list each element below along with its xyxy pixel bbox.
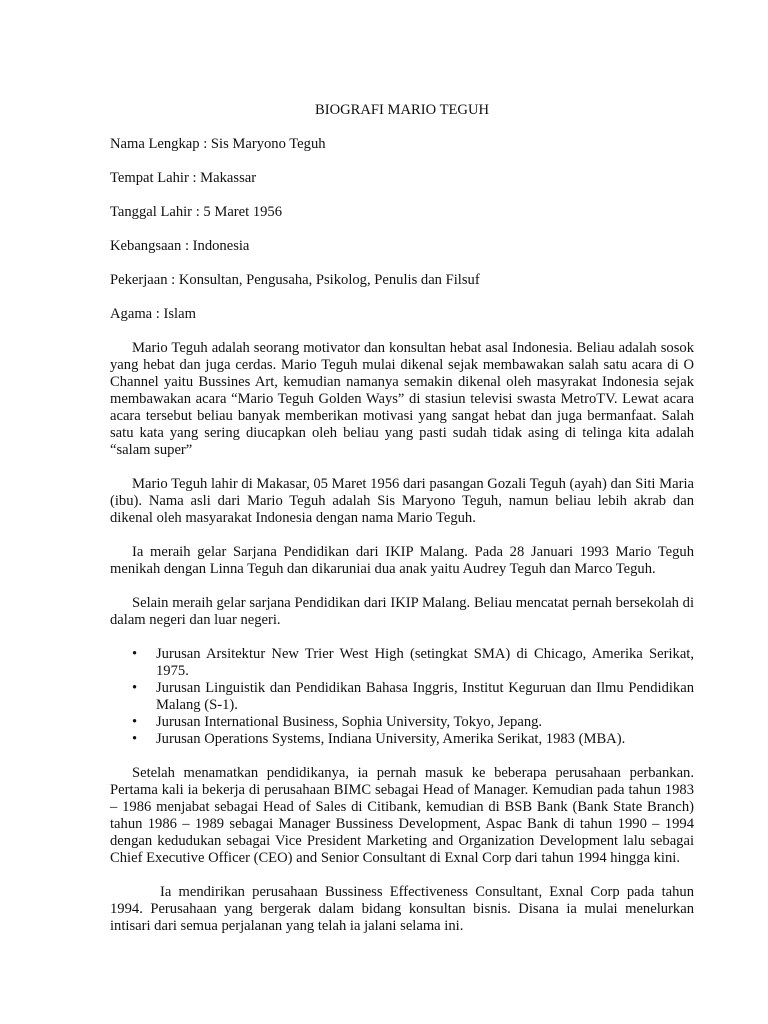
bullet-icon: •	[132, 714, 138, 730]
bullet-icon: •	[132, 680, 138, 696]
list-item	[110, 731, 694, 748]
education-item-text: Jurusan Operations Systems, Indiana University, Amerika Serikat, 1983 (MBA).	[156, 731, 626, 747]
education-item-text: Jurusan International Business, Sophia University, Tokyo, Jepang.	[156, 714, 543, 730]
field-religion: Agama : Islam	[110, 306, 196, 322]
field-occupation: Pekerjaan : Konsultan, Pengusaha, Psikolog, Penulis dan Filsuf	[110, 272, 480, 288]
education-list	[110, 646, 694, 748]
paragraph-career: Setelah menamatkan pendidikanya, ia pernah masuk ke beberapa perusahaan perbankan. Pertama kali ia bekerja di perusahaan BIMC sebagai Head of Manager. Kemudian pada tahun 1983 – 1986 menjabat sebagai Head of Sales di Citibank, kemudian di BSB Bank (Bank State Branch) tahun 1986 – 1989 sebagai Manager Bussiness Development, Aspac Bank di tahun 1990 – 1994 dengan kedudukan sebagai Vice President Marketing and Organization Development lalu sebagai Chief Executive Officer (CEO) and Senior Consultant di Exnal Corp dari tahun 1994 hingga kini.	[110, 765, 694, 866]
paragraph-company: Ia mendirikan perusahaan Bussiness Effectiveness Consultant, Exnal Corp pada tahun 1994. Perusahaan yang bergerak dalam bidang konsultan bisnis. Disana ia mulai menelurkan intisari dari semua perjalanan yang telah ia jalani selama ini.	[110, 884, 694, 934]
bullet-icon: •	[132, 646, 138, 662]
document-title: BIOGRAFI MARIO TEGUH	[314, 102, 490, 118]
field-nationality: Kebangsaan : Indonesia	[110, 238, 250, 254]
list-item	[110, 646, 694, 680]
education-item-text: Jurusan Linguistik dan Pendidikan Bahasa Inggris, Institut Keguruan dan Ilmu Pendidikan Malang (S-1).	[156, 680, 694, 713]
field-birthdate: Tanggal Lahir : 5 Maret 1956	[110, 204, 283, 220]
paragraph-schools: Selain meraih gelar sarjana Pendidikan dari IKIP Malang. Beliau mencatat pernah bersekolah di dalam negeri dan luar negeri.	[110, 595, 694, 628]
paragraph-intro: Mario Teguh adalah seorang motivator dan konsultan hebat asal Indonesia. Beliau adalah sosok yang hebat dan juga cerdas. Mario Teguh mulai dikenal sejak membawakan salah satu acara di O Channel yaitu Bussines Art, kemudian namanya semakin dikenal oleh masyrakat Indonesia sejak membawakan acara “Mario Teguh Golden Ways” di stasiun televisi swasta MetroTV. Lewat acara acara tersebut beliau banyak memberikan motivasi yang sangat hebat dan juga bermanfaat. Salah satu kata yang sering diucapkan oleh beliau yang pasti sudah tidak asing di telinga kita adalah “salam super”	[110, 340, 694, 458]
field-birthplace: Tempat Lahir : Makassar	[110, 170, 257, 186]
field-full-name: Nama Lengkap : Sis Maryono Teguh	[110, 136, 326, 152]
paragraph-birth: Mario Teguh lahir di Makasar, 05 Maret 1956 dari pasangan Gozali Teguh (ayah) dan Siti Maria (ibu). Nama asli dari Mario Teguh adalah Sis Maryono Teguh, namun beliau lebih akrab dan dikenal oleh masyarakat Indonesia dengan nama Mario Teguh.	[110, 476, 694, 526]
paragraph-degree: Ia meraih gelar Sarjana Pendidikan dari IKIP Malang. Pada 28 Januari 1993 Mario Teguh menikah dengan Linna Teguh dan dikaruniai dua anak yaitu Audrey Teguh dan Marco Teguh.	[110, 544, 694, 577]
document-page	[110, 102, 694, 952]
list-item	[110, 714, 694, 731]
education-item-text: Jurusan Arsitektur New Trier West High (setingkat SMA) di Chicago, Amerika Serikat, 1975.	[156, 646, 694, 679]
list-item	[110, 680, 694, 714]
bullet-icon: •	[132, 731, 138, 747]
